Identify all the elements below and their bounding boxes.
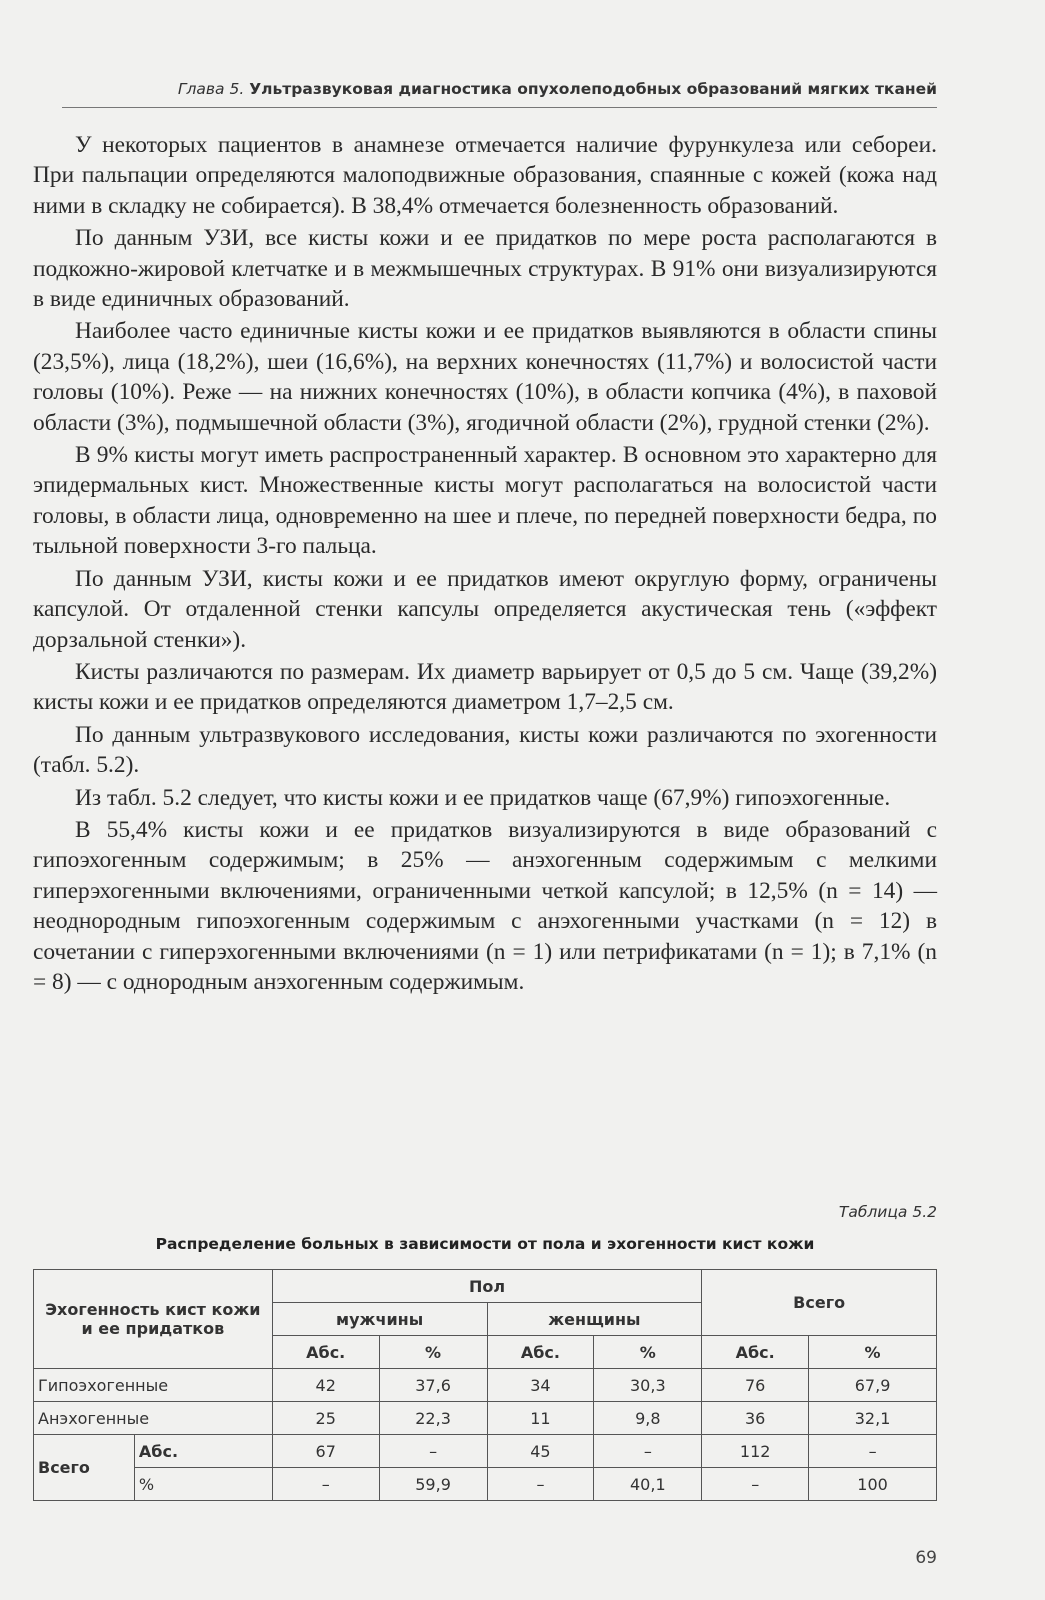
header-pct: % <box>379 1336 487 1369</box>
paragraph: В 55,4% кисты кожи и ее придатков визуализируются в виде образований с гипоэхогенным содержимым; в 25% — анэхогенным содержимым с мелкими гиперэхогенными включениями, ограниченными четкой капсулой; в 12,5% (n = 14) — неоднородным гипоэхогенным содержимым с анэхогенными участками (n = 12) в сочетании с гиперэхогенными включениями (n = 1) или петрификатами (n = 1); в 7,1% (n = 8) — с однородным анэхогенным содержимым. <box>33 816 937 995</box>
row-label: Гипоэхогенные <box>34 1369 273 1402</box>
table-cell: – <box>487 1468 594 1501</box>
table-cell: – <box>272 1468 379 1501</box>
table-cell: 37,6 <box>379 1369 487 1402</box>
header-women: женщины <box>487 1303 702 1336</box>
table-cell: – <box>594 1435 702 1468</box>
header-sex: Пол <box>272 1270 701 1303</box>
chapter-title: Ультразвуковая диагностика опухолеподобных образований мягких тканей <box>249 80 937 98</box>
paragraph: Наиболее часто единичные кисты кожи и ее придатков выявляются в области спины (23,5%), лица (18,2%), шеи (16,6%), на верхних конечностях (11,7%) и волосистой части головы (10%). Реже — на нижних конечностях (10%), в области копчика (4%), в паховой области (3%), подмышечной области (3%), ягодичной области (2%), грудной стенки (2%). <box>33 318 937 436</box>
table-row <box>34 1402 937 1435</box>
paragraph: В 9% кисты могут иметь распространенный характер. В основном это характерно для эпидермальных кист. Множественные кисты могут располагаться на волосистой части головы, в области лица, одновременно на шее и плече, по передней поверхности бедра, по тыльной поверхности 3-го пальца. <box>33 442 937 560</box>
header-men: мужчины <box>272 1303 487 1336</box>
header-abs: Абс. <box>702 1336 809 1369</box>
header-abs: Абс. <box>272 1336 379 1369</box>
table-cell: 22,3 <box>379 1402 487 1435</box>
header-total: Всего <box>702 1270 937 1336</box>
total-label: Всего <box>34 1435 135 1501</box>
paragraph: По данным УЗИ, все кисты кожи и ее придатков по мере роста располагаются в подкожно-жировой клетчатке и в межмышечных структурах. В 91% они визуализируются в виде единичных образований. <box>33 225 937 313</box>
body-text <box>33 130 937 999</box>
table-row <box>34 1468 937 1501</box>
header-pct: % <box>594 1336 702 1369</box>
row-label: Анэхогенные <box>34 1402 273 1435</box>
table-cell: 67,9 <box>809 1369 937 1402</box>
table-number: Таблица 5.2 <box>838 1203 937 1221</box>
table-row <box>34 1369 937 1402</box>
table-title: Распределение больных в зависимости от пола и эхогенности кист кожи <box>155 1235 815 1253</box>
paragraph: Кисты различаются по размерам. Их диаметр варьирует от 0,5 до 5 см. Чаще (39,2%) кисты кожи и ее придатков определяются диаметром 1,7–2,5 см. <box>33 658 937 716</box>
table-cell: – <box>379 1435 487 1468</box>
table-cell: 36 <box>702 1402 809 1435</box>
table-header-row <box>34 1270 937 1303</box>
data-table <box>33 1269 937 1501</box>
table-cell: 45 <box>487 1435 594 1468</box>
table-cell: – <box>702 1468 809 1501</box>
page-number: 69 <box>915 1548 937 1568</box>
header-pct: % <box>809 1336 937 1369</box>
table-cell: 42 <box>272 1369 379 1402</box>
table-cell: 25 <box>272 1402 379 1435</box>
paragraph: У некоторых пациентов в анамнезе отмечается наличие фурункулеза или себореи. При пальпации определяются малоподвижные образования, спаянные с кожей (кожа над ними в складку не собирается). В 38,4% отмечается болезненность образований. <box>33 132 937 219</box>
header-echogenicity: Эхогенность кист кожи и ее придатков <box>34 1270 273 1369</box>
table-cell: 30,3 <box>594 1369 702 1402</box>
table-cell: – <box>809 1435 937 1468</box>
row-sublabel: % <box>134 1468 272 1501</box>
paragraph: Из табл. 5.2 следует, что кисты кожи и ее придатков чаще (67,9%) гипоэхогенные. <box>75 784 891 811</box>
paragraph: По данным УЗИ, кисты кожи и ее придатков имеют округлую форму, ограничены капсулой. От отдаленной стенки капсулы определяется акустическая тень («эффект дорзальной стенки»). <box>33 565 937 653</box>
paragraph: По данным ультразвукового исследования, кисты кожи различаются по эхогенности (табл. 5.2). <box>33 721 937 779</box>
table-cell: 34 <box>487 1369 594 1402</box>
table-cell: 32,1 <box>809 1402 937 1435</box>
header-abs: Абс. <box>487 1336 594 1369</box>
table-cell: 9,8 <box>594 1402 702 1435</box>
table-cell: 40,1 <box>594 1468 702 1501</box>
table-row <box>34 1435 937 1468</box>
chapter-label: Глава 5. <box>177 80 245 98</box>
table-cell: 11 <box>487 1402 594 1435</box>
table-cell: 59,9 <box>379 1468 487 1501</box>
row-sublabel: Абс. <box>134 1435 272 1468</box>
table-cell: 112 <box>702 1435 809 1468</box>
table-cell: 76 <box>702 1369 809 1402</box>
running-header <box>62 80 937 98</box>
table-cell: 67 <box>272 1435 379 1468</box>
header-divider <box>62 107 937 108</box>
table-cell: 100 <box>809 1468 937 1501</box>
